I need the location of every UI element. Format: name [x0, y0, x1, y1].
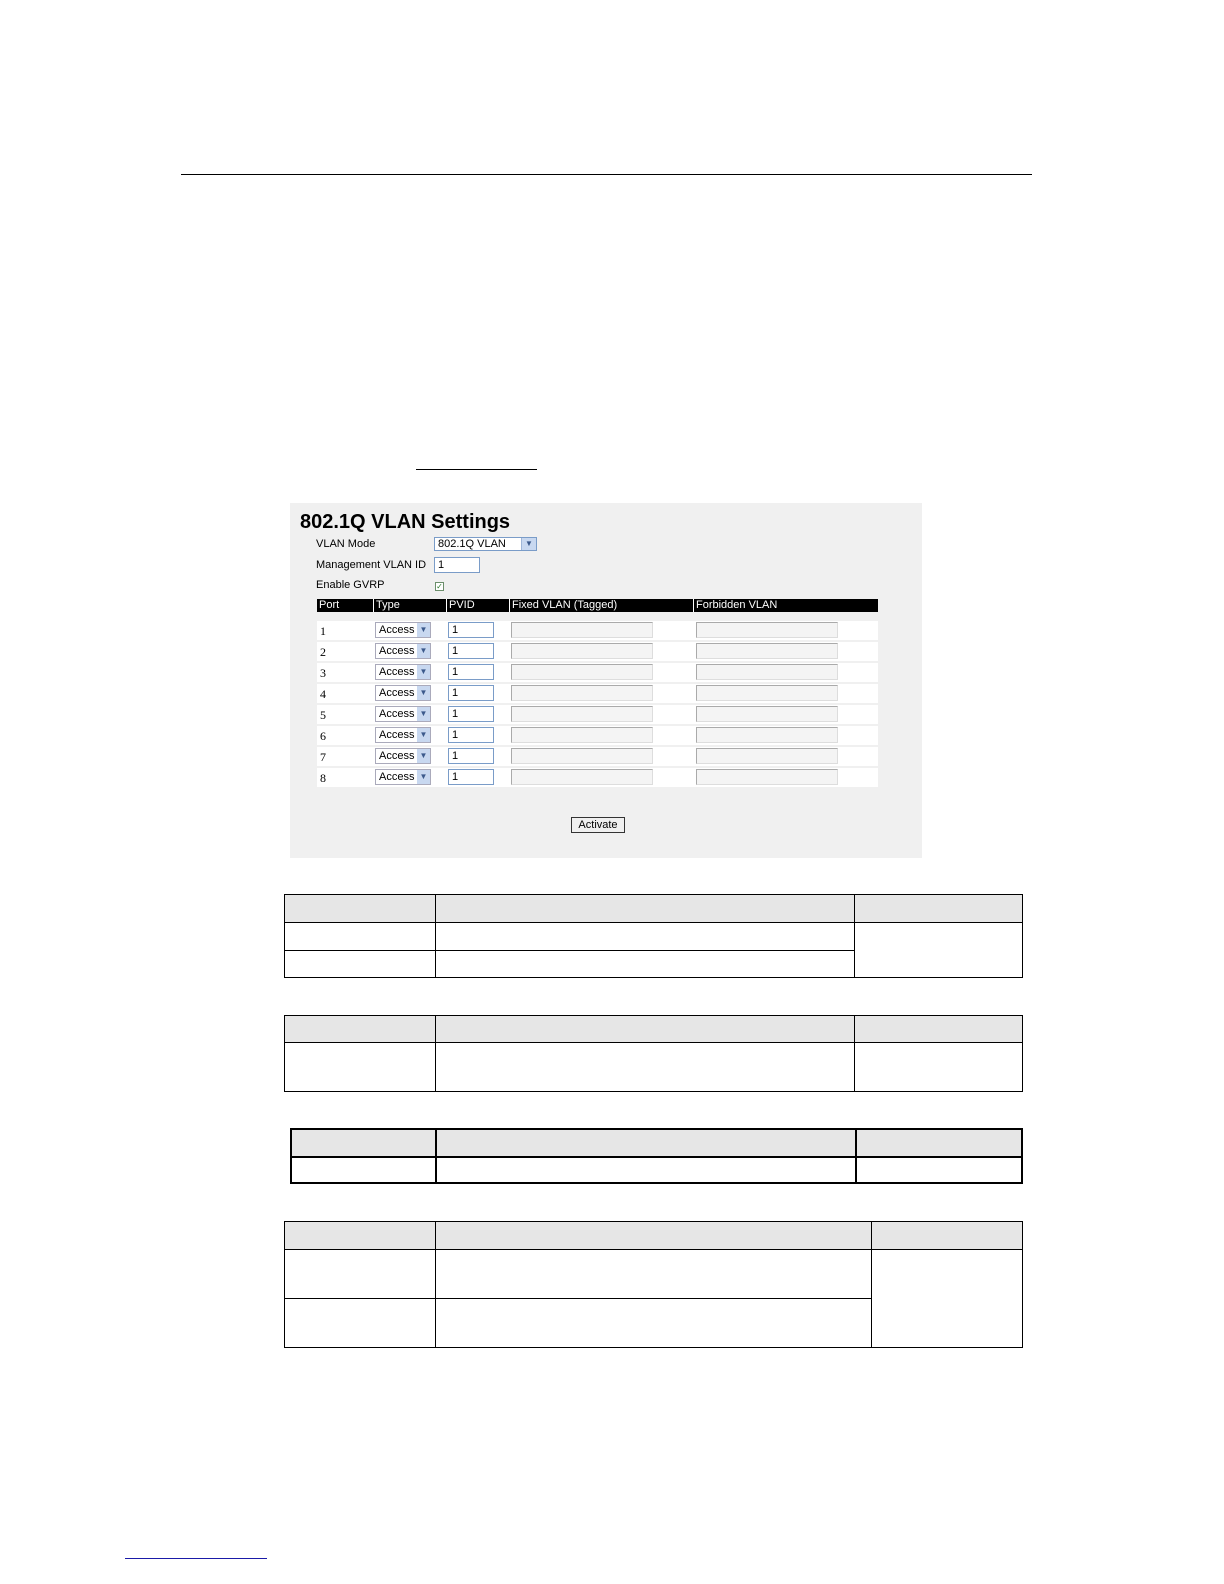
mgmt-vlan-input[interactable]: 1: [434, 557, 480, 573]
port-number: 5: [320, 708, 326, 722]
table-cell: [436, 1250, 872, 1299]
table-row: [317, 726, 878, 745]
table-header-cell: [436, 895, 855, 923]
table-cell: [872, 1250, 1023, 1348]
table-cell: [285, 923, 436, 951]
table-header-cell: [436, 1222, 872, 1250]
table-row: [317, 642, 878, 661]
fixed-vlan-input[interactable]: [511, 685, 653, 701]
table-cell: [285, 951, 436, 978]
port-type-value: Access: [379, 771, 415, 783]
chevron-down-icon: ▼: [417, 686, 430, 700]
vlan-mode-select[interactable]: [434, 537, 537, 551]
table-header-cell: [855, 895, 1023, 923]
chevron-down-icon: ▼: [417, 749, 430, 763]
table-row: [317, 705, 878, 724]
checkmark-icon: ✓: [436, 582, 443, 591]
table-cell: [855, 923, 1023, 978]
param-table-4: [284, 1221, 1023, 1348]
pvid-input[interactable]: 1: [448, 622, 494, 638]
table-cell: [436, 923, 855, 951]
table-header-cell: [855, 1016, 1023, 1043]
table-row: [317, 621, 878, 640]
fixed-vlan-input[interactable]: [511, 748, 653, 764]
col-fixed-vlan: Fixed VLAN (Tagged): [512, 599, 618, 611]
fixed-vlan-input[interactable]: [511, 727, 653, 743]
fixed-vlan-input[interactable]: [511, 706, 653, 722]
param-table-2: [284, 1015, 1023, 1092]
port-number: 7: [320, 750, 326, 764]
port-type-select[interactable]: [375, 622, 431, 638]
pvid-input[interactable]: 1: [448, 727, 494, 743]
pvid-input[interactable]: 1: [448, 769, 494, 785]
table-cell: [436, 1157, 856, 1183]
table-header-cell: [872, 1222, 1023, 1250]
footer-link[interactable]: [125, 1558, 267, 1559]
forbidden-vlan-input[interactable]: [696, 748, 838, 764]
table-cell: [285, 1043, 436, 1092]
table-row: [317, 684, 878, 703]
table-header-cell: [856, 1129, 1022, 1157]
port-type-value: Access: [379, 687, 415, 699]
table-cell: [285, 1299, 436, 1348]
chevron-down-icon: ▼: [417, 770, 430, 784]
forbidden-vlan-input[interactable]: [696, 664, 838, 680]
chevron-down-icon: ▼: [417, 665, 430, 679]
table-cell: [291, 1157, 436, 1183]
fixed-vlan-input[interactable]: [511, 622, 653, 638]
pvid-input[interactable]: 1: [448, 685, 494, 701]
pvid-input[interactable]: 1: [448, 664, 494, 680]
table-cell: [436, 1043, 855, 1092]
panel-title: 802.1Q VLAN Settings: [300, 511, 511, 533]
pvid-input[interactable]: 1: [448, 643, 494, 659]
table-header-cell: [285, 1016, 436, 1043]
chevron-down-icon: ▼: [417, 644, 430, 658]
col-port: Port: [319, 599, 340, 611]
vlan-mode-label: VLAN Mode: [316, 538, 376, 550]
port-type-value: Access: [379, 708, 415, 720]
chevron-down-icon: ▼: [521, 538, 536, 550]
table-cell: [436, 1299, 872, 1348]
port-type-select[interactable]: [375, 769, 431, 785]
param-table-3: [290, 1128, 1023, 1184]
forbidden-vlan-input[interactable]: [696, 769, 838, 785]
port-number: 4: [320, 687, 326, 701]
port-number: 6: [320, 729, 326, 743]
forbidden-vlan-input[interactable]: [696, 727, 838, 743]
activate-button[interactable]: Activate: [571, 817, 625, 833]
port-type-value: Access: [379, 750, 415, 762]
table-row: [317, 768, 878, 787]
port-type-select[interactable]: [375, 664, 431, 680]
underlined-link[interactable]: [416, 469, 537, 470]
fixed-vlan-input[interactable]: [511, 664, 653, 680]
fixed-vlan-input[interactable]: [511, 643, 653, 659]
port-type-select[interactable]: [375, 727, 431, 743]
table-cell: [856, 1157, 1022, 1183]
table-row: [317, 663, 878, 682]
table-cell: [436, 951, 855, 978]
port-type-value: Access: [379, 666, 415, 678]
table-header-cell: [285, 895, 436, 923]
param-table-1: [284, 894, 1023, 978]
chevron-down-icon: ▼: [417, 707, 430, 721]
table-header-cell: [436, 1016, 855, 1043]
table-header-cell: [291, 1129, 436, 1157]
pvid-input[interactable]: 1: [448, 706, 494, 722]
col-pvid: PVID: [449, 599, 475, 611]
fixed-vlan-input[interactable]: [511, 769, 653, 785]
port-type-value: Access: [379, 645, 415, 657]
port-type-select[interactable]: [375, 685, 431, 701]
table-cell: [285, 1250, 436, 1299]
port-number: 2: [320, 645, 326, 659]
forbidden-vlan-input[interactable]: [696, 643, 838, 659]
page-header-rule: [181, 174, 1032, 175]
table-header-cell: [436, 1129, 856, 1157]
port-number: 8: [320, 771, 326, 785]
vlan-mode-value: 802.1Q VLAN: [438, 538, 506, 550]
chevron-down-icon: ▼: [417, 728, 430, 742]
table-row: [317, 747, 878, 766]
table-cell: [855, 1043, 1023, 1092]
col-type: Type: [376, 599, 400, 611]
port-type-select[interactable]: [375, 706, 431, 722]
mgmt-vlan-label: Management VLAN ID: [316, 559, 427, 571]
port-type-select[interactable]: [375, 643, 431, 659]
port-type-value: Access: [379, 624, 415, 636]
port-number: 3: [320, 666, 326, 680]
gvrp-label: Enable GVRP: [316, 579, 385, 591]
forbidden-vlan-input[interactable]: [696, 685, 838, 701]
table-header-cell: [285, 1222, 436, 1250]
chevron-down-icon: ▼: [417, 623, 430, 637]
col-forbidden-vlan: Forbidden VLAN: [696, 599, 778, 611]
port-type-value: Access: [379, 729, 415, 741]
port-number: 1: [320, 624, 326, 638]
pvid-input[interactable]: 1: [448, 748, 494, 764]
gvrp-checkbox[interactable]: [435, 582, 444, 591]
forbidden-vlan-input[interactable]: [696, 622, 838, 638]
port-type-select[interactable]: [375, 748, 431, 764]
port-table-header: [317, 599, 878, 612]
forbidden-vlan-input[interactable]: [696, 706, 838, 722]
